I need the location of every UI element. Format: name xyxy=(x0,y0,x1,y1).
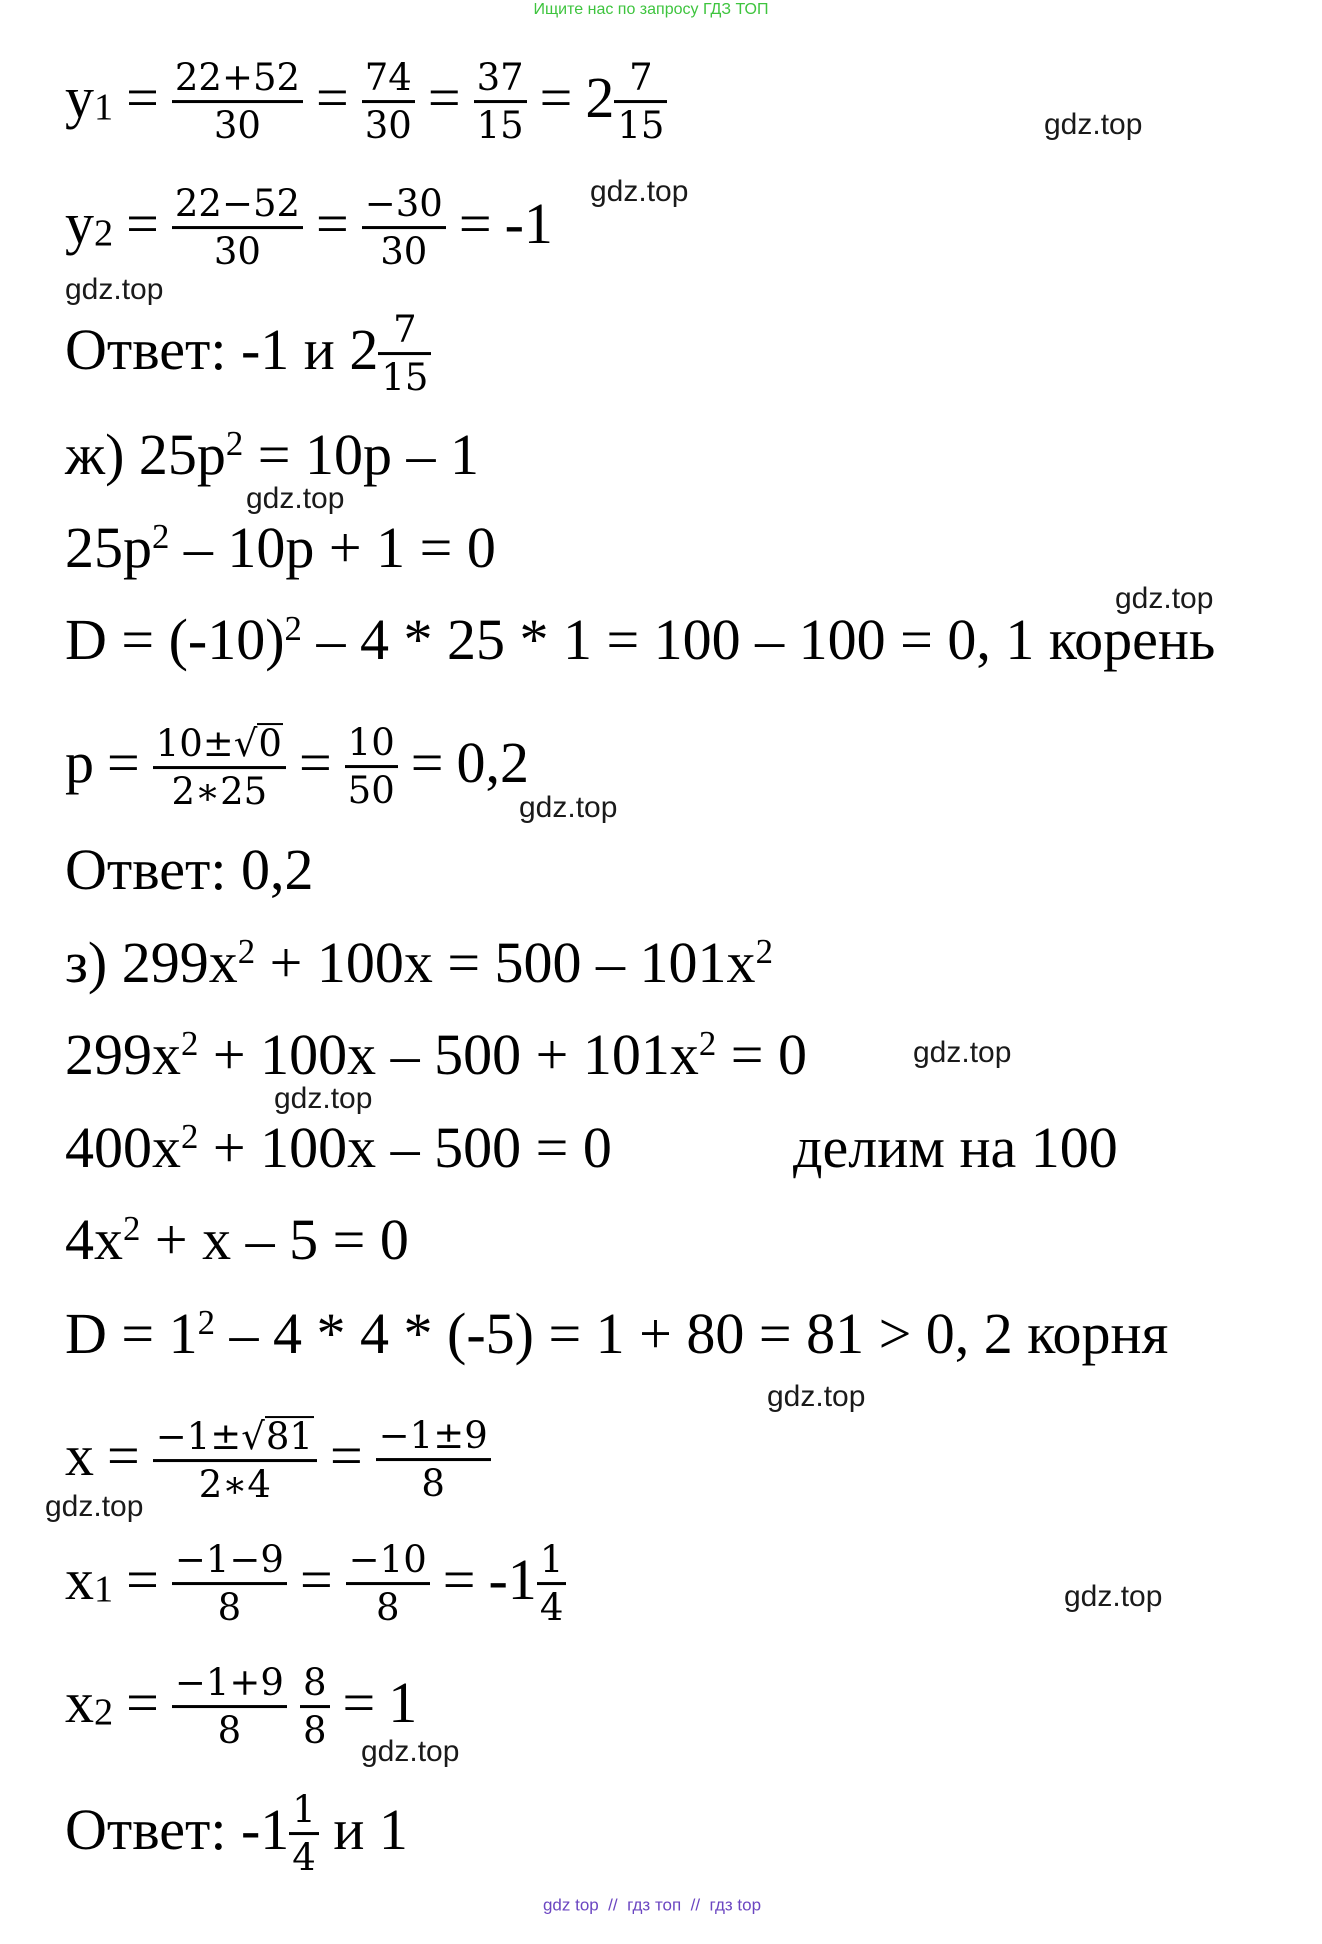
fraction xyxy=(153,721,286,813)
denominator: 4 xyxy=(537,1583,567,1629)
equation-y1 xyxy=(65,53,667,148)
expression-part: ж) 25p xyxy=(65,422,226,487)
numerator: 8 xyxy=(302,1661,327,1705)
answer-z xyxy=(65,1785,408,1880)
numerator: 10 xyxy=(347,721,395,765)
note-text: делим на 100 xyxy=(793,1115,1118,1180)
watermark: gdz.top xyxy=(590,175,689,208)
numerator: −1+9 xyxy=(174,1661,284,1705)
task-z-equation xyxy=(65,930,773,995)
fraction xyxy=(172,1662,287,1752)
mixed-number-whole: 2 xyxy=(585,65,615,130)
numerator: 1 xyxy=(539,1538,564,1582)
denominator: 50 xyxy=(345,766,398,812)
watermark: gdz.top xyxy=(65,273,164,306)
answer-zh xyxy=(65,837,314,902)
expression-part: з) 299x xyxy=(65,930,238,995)
variable-x2 xyxy=(65,1670,114,1735)
equals-sign: = xyxy=(299,1547,333,1612)
denominator: 8 xyxy=(300,1706,330,1752)
denominator: 8 xyxy=(172,1583,287,1629)
exponent: 2 xyxy=(237,931,256,971)
exponent: 2 xyxy=(225,423,244,463)
exponent: 2 xyxy=(152,516,170,556)
equals-sign: = xyxy=(458,191,492,256)
watermark: gdz.top xyxy=(1115,582,1214,615)
radicand: 0 xyxy=(258,722,282,766)
expression-text xyxy=(65,422,480,487)
expression-text xyxy=(65,1022,807,1087)
watermark: gdz.top xyxy=(767,1380,866,1413)
exponent: 2 xyxy=(284,608,302,648)
fraction xyxy=(474,57,527,147)
denominator: 30 xyxy=(172,227,303,273)
variable-letter: x xyxy=(65,1547,94,1612)
equals-sign: = xyxy=(126,1670,159,1735)
denominator: 15 xyxy=(614,101,667,147)
expression-part: + 100x – 500 + 101x xyxy=(212,1022,699,1087)
variable-letter: x xyxy=(65,1670,94,1735)
radicand: 81 xyxy=(265,1415,313,1459)
watermark: gdz.top xyxy=(246,482,345,515)
numerator-prefix: −1± xyxy=(155,1415,242,1459)
variable-subscript: 1 xyxy=(94,1568,114,1611)
variable-letter: x xyxy=(65,1423,94,1488)
equation-y2 xyxy=(65,179,553,274)
answer-text: и 1 xyxy=(333,1797,408,1862)
fraction xyxy=(614,57,667,147)
watermark: gdz.top xyxy=(519,791,618,824)
fraction xyxy=(300,1662,330,1752)
equals-sign: = xyxy=(316,65,349,130)
expression-part: 400x xyxy=(65,1115,181,1180)
fraction xyxy=(362,183,446,273)
exponent: 2 xyxy=(755,931,773,971)
equals-sign: = xyxy=(427,65,461,130)
denominator: 4 xyxy=(289,1833,319,1879)
numerator: 22−52 xyxy=(174,182,301,226)
expression-part: D = 1 xyxy=(65,1301,198,1366)
denominator: 2∗25 xyxy=(153,767,286,813)
expression-text xyxy=(65,930,773,995)
expression-part: 299x xyxy=(65,1022,181,1087)
watermark: gdz.top xyxy=(361,1735,460,1768)
denominator: 8 xyxy=(172,1706,287,1752)
variable-subscript: 2 xyxy=(94,1691,114,1734)
expression-part: D = (-10) xyxy=(65,607,285,672)
expression-part: – 4 * 4 * (-5) = 1 + 80 = 81 > 0, 2 корня xyxy=(229,1301,1169,1366)
numerator xyxy=(153,721,286,766)
sqrt-icon: √ xyxy=(233,722,258,766)
quadratic-p-standard-form xyxy=(65,515,496,580)
numerator: 7 xyxy=(393,308,417,352)
expression-text xyxy=(65,1301,1169,1366)
result-value: -1 xyxy=(504,191,553,256)
expression-part: 25p xyxy=(65,515,152,580)
answer-text: Ответ: -1 и 2 xyxy=(65,317,379,382)
numerator-prefix: 10± xyxy=(155,722,234,766)
fraction xyxy=(289,1789,319,1879)
expression-part: = 0 xyxy=(730,1022,807,1087)
expression-part: = 10p – 1 xyxy=(257,422,480,487)
expression-text xyxy=(65,1207,409,1272)
expression-part: – 4 * 25 * 1 = 100 – 100 = 0, 1 корень xyxy=(316,607,1216,672)
variable-letter: p xyxy=(65,730,94,795)
result-value: 1 xyxy=(388,1670,418,1735)
task-zh-equation xyxy=(65,422,480,487)
exponent: 2 xyxy=(698,1023,717,1063)
quadratic-x-expanded xyxy=(65,1022,807,1087)
expression-part: + 100x = 500 – 101x xyxy=(269,930,756,995)
variable-subscript: 1 xyxy=(94,86,114,129)
expression-text xyxy=(65,515,496,580)
numerator: 37 xyxy=(476,56,524,100)
division-note xyxy=(793,1115,1118,1180)
equals-sign: = xyxy=(442,1547,476,1612)
expression-part: – 10p + 1 = 0 xyxy=(183,515,496,580)
watermark: gdz.top xyxy=(913,1036,1012,1069)
answer-text: Ответ: 0,2 xyxy=(65,837,314,902)
variable-subscript: 2 xyxy=(94,212,114,255)
exponent: 2 xyxy=(123,1208,141,1248)
denominator: 2∗4 xyxy=(153,1460,317,1506)
fraction xyxy=(172,1539,287,1629)
equals-sign: = xyxy=(107,730,140,795)
numerator xyxy=(153,1414,317,1459)
expression-text xyxy=(65,607,1216,672)
variable-x1 xyxy=(65,1547,114,1612)
equals-sign: = xyxy=(126,1547,159,1612)
numerator: −1±9 xyxy=(378,1414,488,1458)
quadratic-x-reduced xyxy=(65,1207,409,1272)
equals-sign: = xyxy=(316,191,349,256)
numerator: 22+52 xyxy=(174,56,301,100)
equals-sign: = xyxy=(410,730,444,795)
watermark: gdz.top xyxy=(274,1082,373,1115)
equals-sign: = xyxy=(298,730,332,795)
top-banner: Ищите нас по запросу ГДЗ ТОП xyxy=(533,1,769,18)
fraction xyxy=(346,1539,430,1629)
footer-links: gdz top // гдз топ // гдз top xyxy=(542,1895,762,1915)
fraction xyxy=(153,1414,317,1506)
numerator: 7 xyxy=(629,56,653,100)
equals-sign: = xyxy=(539,65,573,130)
equals-sign: = xyxy=(107,1423,140,1488)
expression-text xyxy=(65,1115,612,1180)
fraction xyxy=(378,309,431,399)
numerator: 1 xyxy=(292,1788,316,1832)
root-x1 xyxy=(65,1535,566,1630)
denominator: 30 xyxy=(172,101,303,147)
quadratic-x-combined xyxy=(65,1115,612,1180)
variable-letter: y xyxy=(65,65,94,130)
discriminant-x xyxy=(65,1301,1169,1366)
answer-text: Ответ: -1 xyxy=(65,1797,290,1862)
denominator: 15 xyxy=(474,101,527,147)
fraction xyxy=(537,1539,567,1629)
expression-part: + x – 5 = 0 xyxy=(154,1207,409,1272)
expression-part: + 100x – 500 = 0 xyxy=(212,1115,612,1180)
variable-y2 xyxy=(65,191,114,256)
watermark: gdz.top xyxy=(1044,108,1143,141)
variable-y1 xyxy=(65,65,114,130)
exponent: 2 xyxy=(197,1302,216,1342)
numerator: 74 xyxy=(364,56,412,100)
fraction xyxy=(345,722,398,812)
exponent: 2 xyxy=(181,1023,199,1063)
fraction xyxy=(362,57,415,147)
fraction xyxy=(172,57,303,147)
denominator: 30 xyxy=(362,227,446,273)
result-value: -1 xyxy=(488,1547,537,1612)
variable-letter: y xyxy=(65,191,94,256)
numerator: −30 xyxy=(364,182,443,226)
denominator: 8 xyxy=(376,1459,491,1505)
numerator: −10 xyxy=(348,1538,427,1582)
denominator: 30 xyxy=(362,101,415,147)
result-value: 0,2 xyxy=(456,730,529,795)
watermark: gdz.top xyxy=(45,1490,144,1523)
numerator: −1−9 xyxy=(174,1538,284,1582)
exponent: 2 xyxy=(181,1116,199,1156)
fraction xyxy=(172,183,303,273)
root-x2 xyxy=(65,1658,418,1753)
fraction xyxy=(376,1415,491,1505)
roots-x-formula xyxy=(65,1410,491,1507)
denominator: 8 xyxy=(346,1583,430,1629)
sqrt-icon: √ xyxy=(241,1415,265,1459)
expression-part: 4x xyxy=(65,1207,123,1272)
discriminant-p xyxy=(65,607,1216,672)
equals-sign: = xyxy=(342,1670,376,1735)
watermark: gdz.top xyxy=(1064,1580,1163,1613)
root-p xyxy=(65,717,529,814)
answer-y xyxy=(65,305,431,400)
equals-sign: = xyxy=(126,65,159,130)
equals-sign: = xyxy=(329,1423,363,1488)
equals-sign: = xyxy=(126,191,159,256)
denominator: 15 xyxy=(378,353,431,399)
